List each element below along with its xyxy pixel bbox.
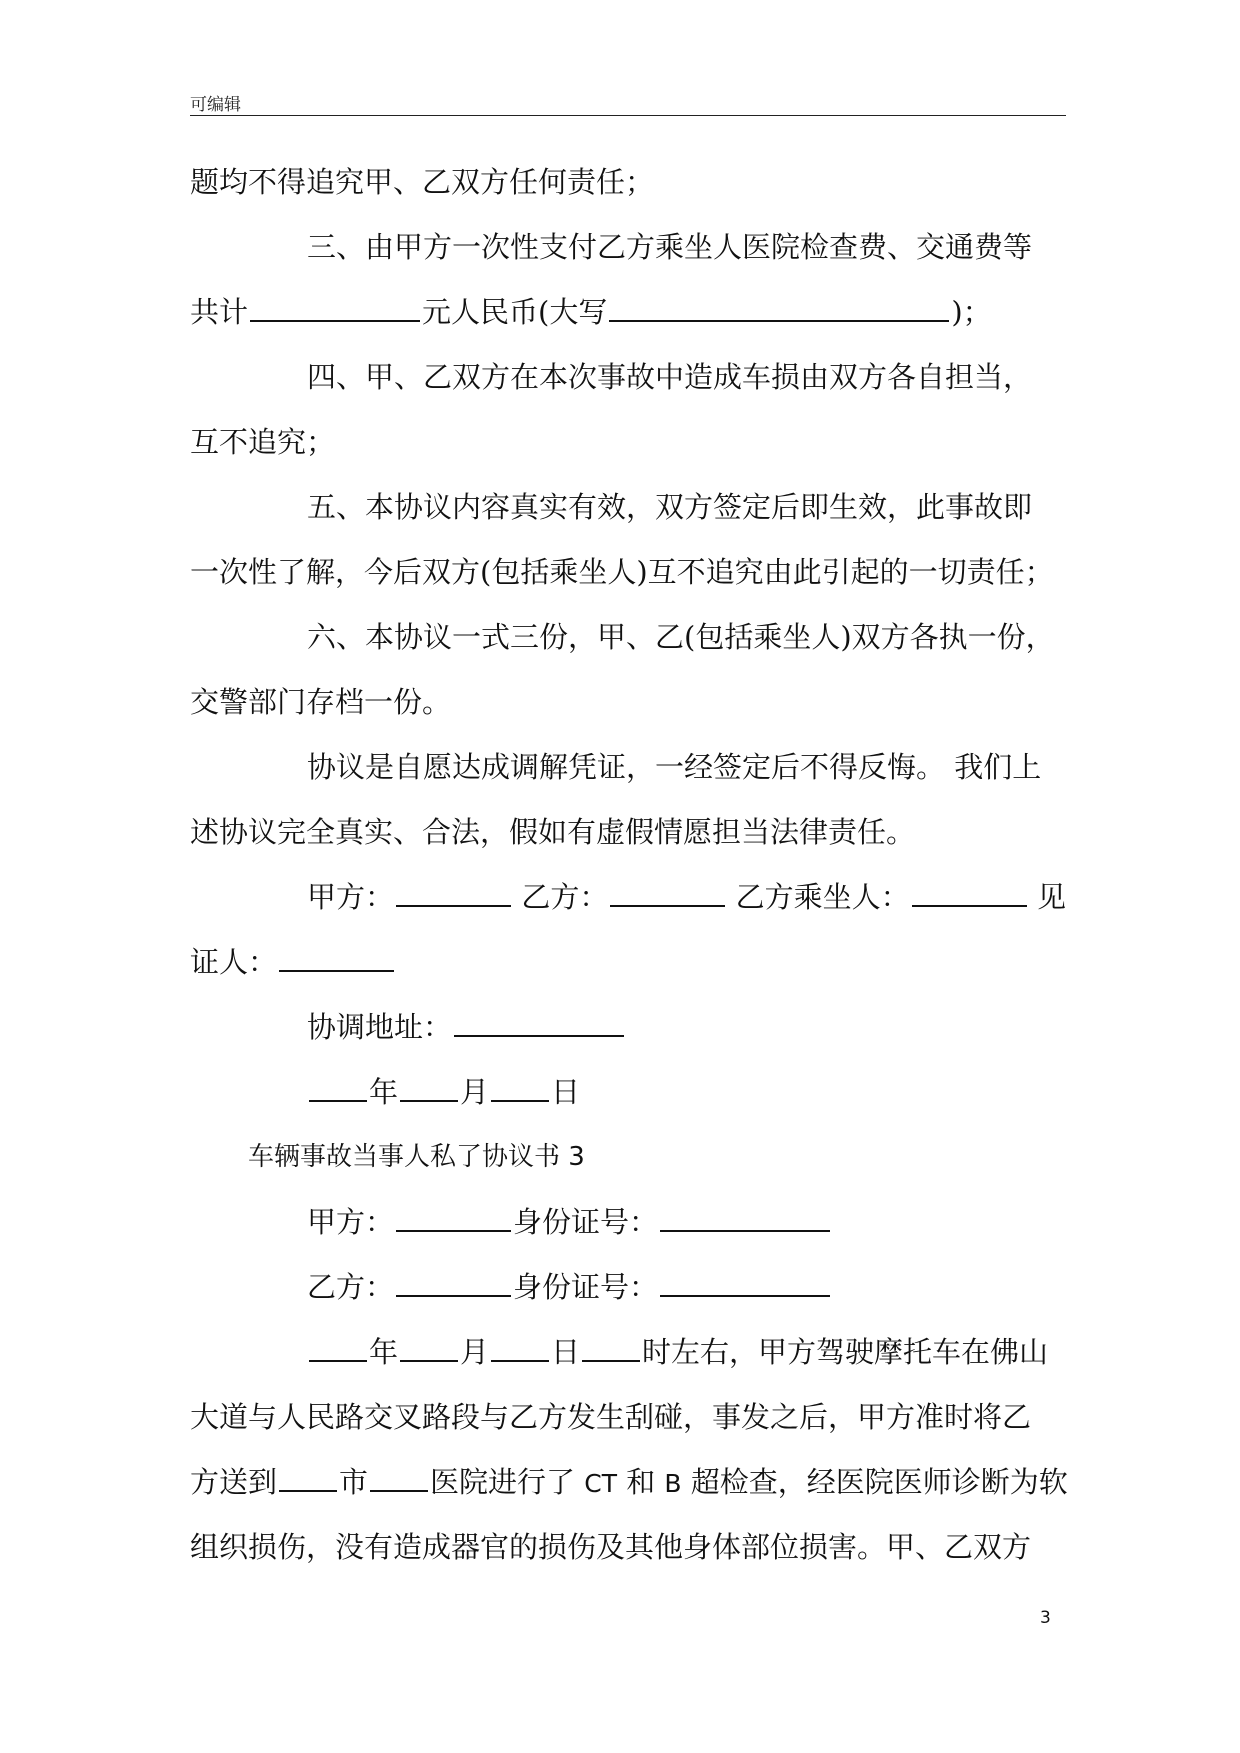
date-line xyxy=(190,1060,1066,1125)
year-blank[interactable] xyxy=(309,1062,367,1102)
paragraph-line: 一次性了解，今后双方(包括乘坐人)互不追究由此引起的一切责任； xyxy=(190,555,1054,589)
paragraph-line: 大道与人民路交叉路段与乙方发生刮碰，事发之后，甲方准时将乙 xyxy=(190,1400,1032,1434)
year-label: 年 xyxy=(369,1075,399,1109)
header-label: 可编辑 xyxy=(190,95,241,115)
ct-text: CT xyxy=(584,1469,617,1498)
and-text: 和 xyxy=(616,1465,665,1499)
party-b-label: 乙方： xyxy=(521,880,609,914)
paragraph-line: 交警部门存档一份。 xyxy=(190,685,452,719)
paragraph-line: 题均不得追究甲、乙双方任何责任； xyxy=(190,165,655,199)
passenger-label: 乙方乘坐人： xyxy=(735,880,910,914)
year-label: 年 xyxy=(369,1335,399,1369)
incident-hour-blank[interactable] xyxy=(582,1322,640,1362)
passenger-blank[interactable] xyxy=(912,867,1027,907)
paragraph-line: 互不追究； xyxy=(190,425,336,459)
party-a-id-blank[interactable] xyxy=(660,1192,830,1232)
address-blank[interactable] xyxy=(454,997,624,1037)
page-number: 3 xyxy=(1040,1608,1051,1628)
clause-5: 五、本协议内容真实有效，双方签定后即生效，此事故即 xyxy=(307,490,1033,524)
incident-description: 时左右，甲方驾驶摩托车在佛山 xyxy=(642,1335,1049,1369)
total-label: 共计 xyxy=(190,295,249,329)
b-text: B xyxy=(664,1469,682,1498)
party-b-blank[interactable] xyxy=(610,867,725,907)
party-a-name-blank[interactable] xyxy=(396,1192,511,1232)
header-rule xyxy=(190,115,1066,116)
sent-to-label: 方送到 xyxy=(190,1465,278,1499)
party-a-label: 甲方： xyxy=(307,1205,395,1239)
month-label: 月 xyxy=(460,1075,490,1109)
month-blank[interactable] xyxy=(400,1062,458,1102)
incident-year-blank[interactable] xyxy=(309,1322,367,1362)
party-a-label: 甲方： xyxy=(307,880,395,914)
party-a-id-line xyxy=(190,1190,1066,1255)
clause-4: 四、甲、乙双方在本次事故中造成车损由双方各自担当， xyxy=(307,360,1033,394)
section-title: 车辆事故当事人私了协议书 3 xyxy=(248,1142,585,1172)
closing-paren: )； xyxy=(951,295,992,329)
party-b-id-blank[interactable] xyxy=(660,1257,830,1297)
day-blank[interactable] xyxy=(491,1062,549,1102)
witness-line xyxy=(190,930,1066,995)
party-b-name-blank[interactable] xyxy=(396,1257,511,1297)
clause-3-amount xyxy=(190,280,1066,345)
day-label: 日 xyxy=(551,1335,581,1369)
city-blank[interactable] xyxy=(279,1452,337,1492)
signature-line xyxy=(190,865,1066,930)
agreement-statement: 协议是自愿达成调解凭证，一经签定后不得反悔。 我们上 xyxy=(307,750,1042,784)
party-b-label: 乙方： xyxy=(307,1270,395,1304)
hospital-text: 医院进行了 xyxy=(430,1465,585,1499)
clause-6: 六、本协议一式三份，甲、乙(包括乘坐人)双方各执一份， xyxy=(307,620,1055,654)
party-b-id-line xyxy=(190,1255,1066,1320)
amount-uppercase-blank[interactable] xyxy=(609,282,949,322)
diagnosis-text: 超检查，经医院医师诊断为软 xyxy=(681,1465,1068,1499)
witness-label-end: 证人： xyxy=(190,945,278,979)
clause-3: 三、由甲方一次性支付乙方乘坐人医院检查费、交通费等 xyxy=(307,230,1033,264)
document-body xyxy=(190,150,1066,1580)
witness-label-start: 见 xyxy=(1036,880,1066,914)
day-label: 日 xyxy=(551,1075,581,1109)
month-label: 月 xyxy=(460,1335,490,1369)
id-number-label: 身份证号： xyxy=(513,1205,659,1239)
witness-blank[interactable] xyxy=(279,932,394,972)
paragraph-line: 述协议完全真实、合法，假如有虚假情愿担当法律责任。 xyxy=(190,815,916,849)
address-label: 协调地址： xyxy=(307,1010,453,1044)
incident-day-blank[interactable] xyxy=(491,1322,549,1362)
currency-label: 元人民币(大写 xyxy=(422,295,608,329)
amount-blank[interactable] xyxy=(250,282,420,322)
hospital-line xyxy=(190,1450,1066,1515)
city-label: 市 xyxy=(339,1465,369,1499)
incident-month-blank[interactable] xyxy=(400,1322,458,1362)
address-line xyxy=(190,995,1066,1060)
paragraph-line: 组织损伤，没有造成器官的损伤及其他身体部位损害。甲、乙双方 xyxy=(190,1530,1032,1564)
id-number-label: 身份证号： xyxy=(513,1270,659,1304)
incident-time-line xyxy=(190,1320,1066,1385)
party-a-blank[interactable] xyxy=(396,867,511,907)
hospital-blank[interactable] xyxy=(370,1452,428,1492)
